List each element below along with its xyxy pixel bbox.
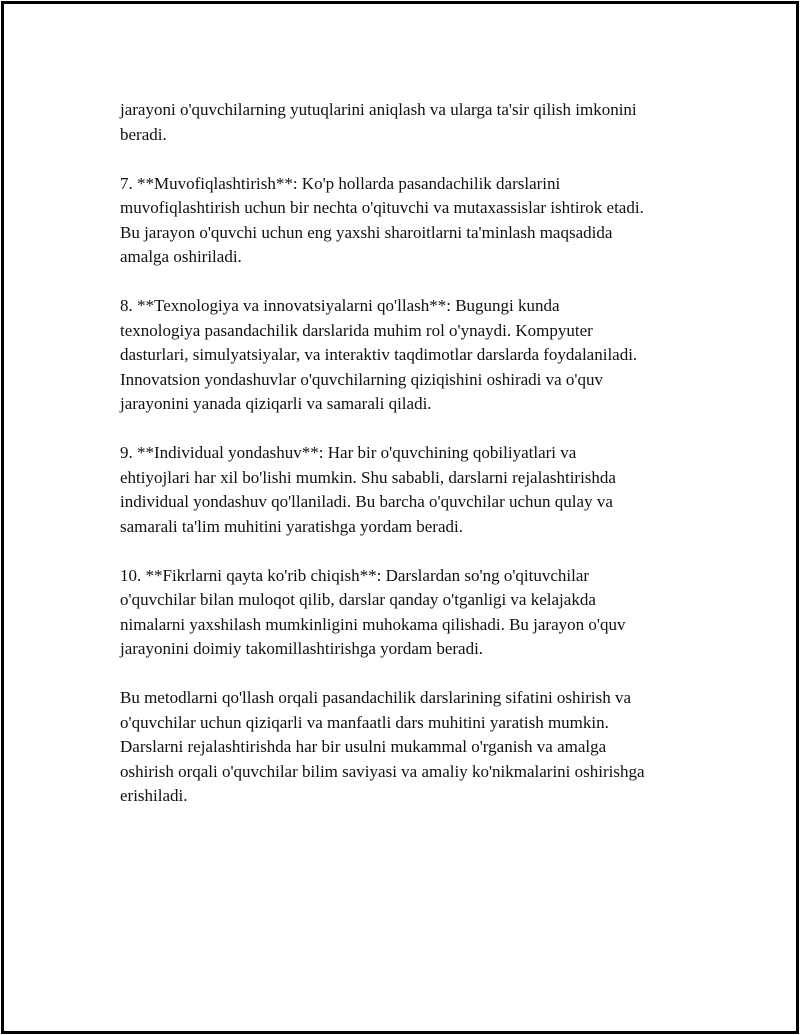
paragraph-item-7: 7. **Muvofiqlashtirish**: Ko'p hollarda pasandachilik darslarini muvofiqlashtirish uchun bir nechta o'qituvchi va mutaxassislar ishtirok etadi. Bu jarayon o'quvchi uchun eng yaxshi sharoitlarni ta'minlash maqsadida amalga oshiriladi. bbox=[120, 173, 644, 266]
paragraph-continuation: jarayoni o'quvchilarning yutuqlarini aniqlash va ularga ta'sir qilish imkonini beradi. bbox=[120, 100, 637, 144]
paragraph-item-9: 9. **Individual yondashuv**: Har bir o'quvchining qobiliyatlari va ehtiyojlari har xil bo'lishi mumkin. Shu sababli, darslarni rejalashtirishda individual yondashuv qo'llaniladi. Bu barcha o'quvchilar uchun qulay va samarali ta'lim muhitini yaratishga yordam beradi. bbox=[120, 443, 616, 536]
document-body bbox=[120, 98, 710, 833]
paragraph-conclusion: Bu metodlarni qo'llash orqali pasandachilik darslarining sifatini oshirish va o'quvchilar uchun qiziqarli va manfaatli dars muhitini yaratish mumkin. Darslarni rejalashtirishda har bir usulni mukammal o'rganish va amalga oshirish orqali o'quvchilar bilim saviyasi va amaliy ko'nikmalarini oshirishga erishiladi. bbox=[120, 688, 645, 805]
paragraph-item-10: 10. **Fikrlarni qayta ko'rib chiqish**: Darslardan so'ng o'qituvchilar o'quvchilar bilan muloqot qilib, darslar qanday o'tganligi va kelajakda nimalarni yaxshilash mumkinligini muhokama qilishadi. Bu jarayon o'quv jarayonini doimiy takomillashtirishga yordam beradi. bbox=[120, 565, 626, 658]
page-frame bbox=[1, 1, 799, 1034]
paragraph-item-8: 8. **Texnologiya va innovatsiyalarni qo'llash**: Bugungi kunda texnologiya pasandachilik darslarida muhim rol o'ynaydi. Kompyuter dasturlari, simulyatsiyalar, va interaktiv taqdimotlar darslarda foydalaniladi. Innovatsion yondashuvlar o'quvchilarning qiziqishini oshiradi va o'quv jarayonini yanada qiziqarli va samarali qiladi. bbox=[120, 296, 638, 413]
